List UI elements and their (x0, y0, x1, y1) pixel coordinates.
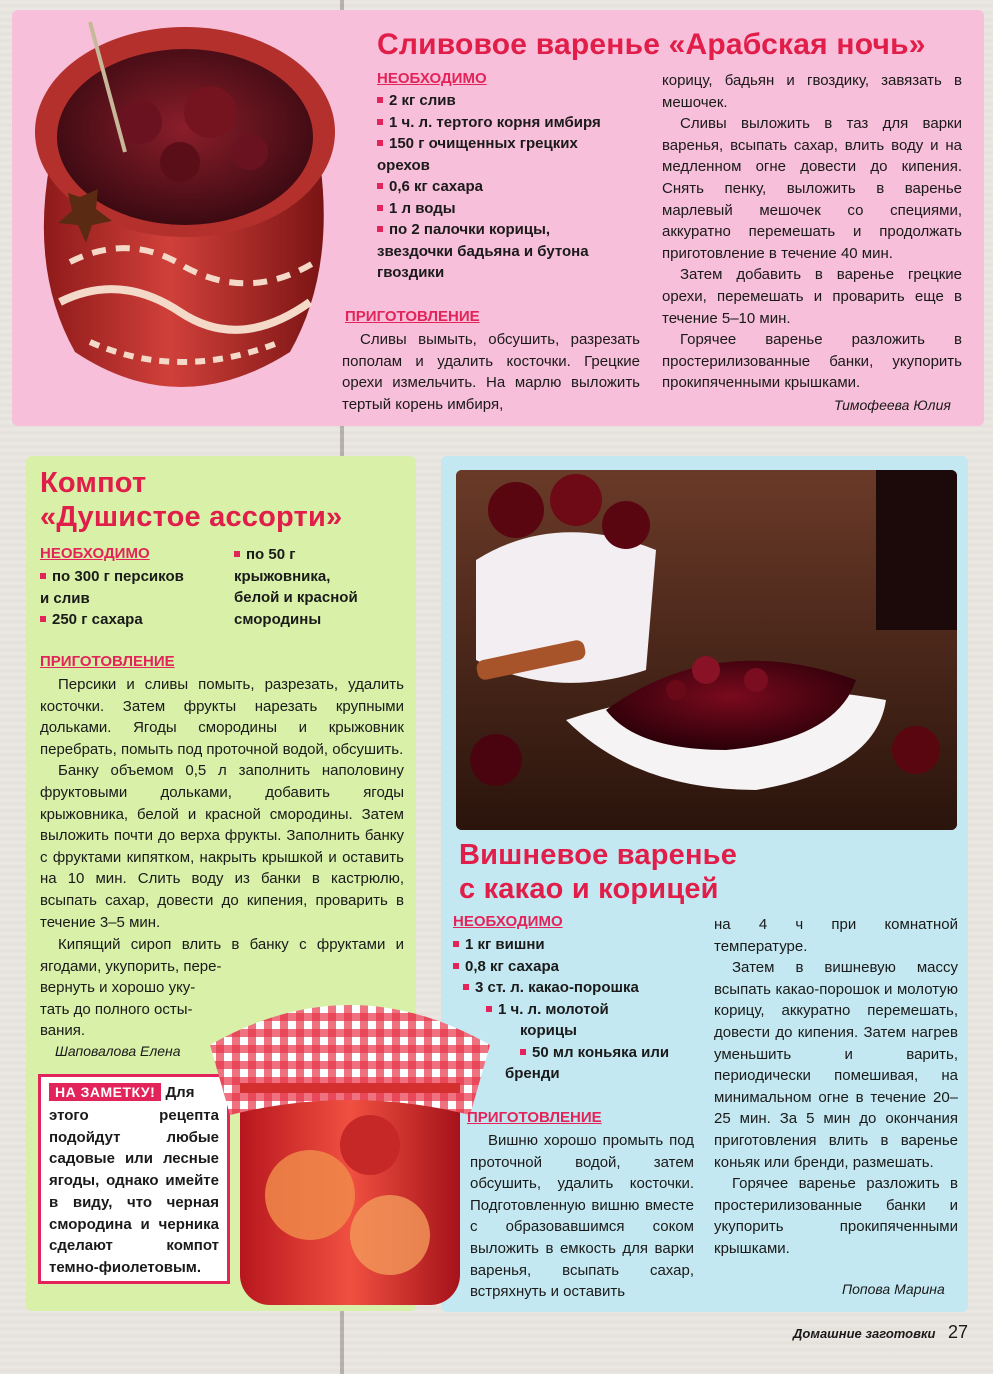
author-plum: Тимофеева Юлия (834, 397, 951, 413)
plum-jam-jar-photo (20, 12, 340, 417)
note-tag: НА ЗАМЕТКУ! (49, 1083, 161, 1101)
ingredient-item: по 2 палочки корицы, (377, 219, 647, 241)
ingredient-item: 1 л воды (377, 198, 647, 220)
author-cherry: Попова Марина (842, 1281, 945, 1297)
ingredient-item: орехов (377, 156, 430, 174)
paragraph: Вишню хорошо промыть под проточной водой, затем обсушить, удалить косточки. Подготовленную вишню вместе с образовавшимся соком выложить в емкость для варки варенья, всыпать сахар, встряхнуть и оставить (470, 1132, 694, 1301)
paragraph: вернуть и хорошо уку- (40, 979, 196, 996)
ingredient-item: бренди (505, 1065, 560, 1082)
magazine-brand: Домашние заготовки (793, 1326, 936, 1341)
ingredient-list-plum (377, 90, 647, 284)
ingredient-item: 1 ч. л. молотой (453, 999, 713, 1021)
title-line: с какао и корицей (459, 873, 719, 905)
ingredient-item: смородины (234, 610, 322, 628)
ingredient-item: 1 кг вишни (453, 934, 713, 956)
recipe-title-cherry (459, 838, 737, 906)
ingredient-item: и слив (40, 589, 90, 607)
preparation-text-cherry-col2 (714, 914, 958, 1260)
note-text: этого рецепта подойдут любые садовые или лесные ягоды, однако имейте в виду, что черная смородина и черника сделают компот темно-фиолетовым. (49, 1107, 219, 1276)
paragraph: корицу, бадьян и гвоздику, завязать в мешочек. (662, 72, 962, 111)
paragraph: Кипящий сироп влить в банку с фруктами и ягодами, укупорить, пере- (40, 936, 404, 975)
page-number: 27 (948, 1322, 969, 1342)
ingredient-item: корицы (520, 1022, 577, 1039)
ingredient-item: белой и красной (234, 589, 358, 606)
ingredient-item: гвоздики (377, 264, 445, 281)
paragraph: Банку объемом 0,5 л заполнить наполовину фруктовыми дольками, добавить ягоды крыжовника, белой и красной смородины. Затем выложить почти до верха фрукты. Заполнить банку с фруктами кипятком, накрыть крышкой и оставить на 10 мин. Слить воду из банки в кастрюлю, всыпать сахар, довести до кипения, проварить в течение 3–5 мин. (40, 762, 404, 931)
needed-label: НЕОБХОДИМО (453, 913, 563, 930)
cherry-jam-photo (456, 470, 957, 830)
preparation-text-compote (40, 674, 404, 933)
paragraph: Сливы выложить в таз для варки варенья, всыпать сахар, влить воду и на медленном огне довести до кипения. Снять пенку, выложить в варенье марлевый мешочек со специями, аккуратно перемешать и продолжать приготовление в течение 40 мин. (662, 115, 962, 262)
paragraph: Горячее варенье разложить в простерилизованные банки и укупорить прокипяченными крышками. (714, 1175, 958, 1257)
preparation-text-cherry-col1 (470, 1130, 694, 1303)
paragraph: на 4 ч при комнатной температуре. (714, 916, 958, 955)
ingredient-list-cherry (453, 934, 713, 1085)
ingredient-item: 250 г сахара (40, 609, 240, 631)
needed-label: НЕОБХОДИМО (377, 70, 487, 87)
recipe-title-plum: Сливовое варенье «Арабская ночь» (377, 28, 926, 61)
ingredient-item: 2 кг слив (377, 90, 647, 112)
ingredient-item: по 50 г (234, 544, 404, 566)
ingredient-item: крыжовника, (234, 567, 331, 585)
paragraph: Затем добавить в варенье грецкие орехи, перемешать и проварить еще в течение 5–10 мин. (662, 266, 962, 327)
ingredient-item: 0,6 кг сахара (377, 176, 647, 198)
paragraph: Сливы вымыть, обсушить, разрезать пополам и удалить косточки. Грецкие орехи измельчить. На марлю выложить тертый корень имбиря, (342, 331, 640, 413)
ingredient-list-compote-col2 (234, 544, 404, 630)
ingredient-item: 50 мл коньяка или (453, 1042, 713, 1064)
preparation-label: ПРИГОТОВЛЕНИЕ (467, 1109, 602, 1126)
ingredient-item: 3 ст. л. какао-порошка (453, 977, 713, 999)
author-compote: Шаповалова Елена (55, 1043, 181, 1059)
ingredient-item: 0,8 кг сахара (453, 956, 713, 978)
preparation-label: ПРИГОТОВЛЕНИЕ (345, 308, 480, 325)
ingredient-item: звездочки бадьяна и бутона (377, 242, 589, 260)
title-line: «Душистое ассорти» (40, 501, 343, 533)
paragraph: Персики и сливы помыть, разрезать, удалить косточки. Затем фрукты нарезать крупными дольками. Ягоды смородины и крыжовник перебрать, помыть под проточной водой, обсушить. (40, 676, 404, 758)
paragraph: вания. (40, 1022, 86, 1040)
needed-label: НЕОБХОДИМО (40, 545, 150, 562)
preparation-text-plum-col2 (662, 70, 962, 394)
note-lead: Для (165, 1084, 195, 1101)
ingredient-list-compote-col1 (40, 566, 240, 631)
title-line: Вишневое варенье (459, 839, 738, 871)
title-line: Компот (40, 467, 147, 499)
ingredient-item: по 300 г персиков (40, 566, 240, 588)
ingredient-item: 1 ч. л. тертого корня имбиря (377, 112, 647, 134)
preparation-text-plum-col1 (342, 329, 640, 415)
preparation-label: ПРИГОТОВЛЕНИЕ (40, 653, 175, 670)
paragraph: тать до полного осты- (40, 1000, 193, 1018)
paragraph: Горячее варенье разложить в простерилизованные банки, укупорить прокипяченными крышками. (662, 331, 962, 392)
ingredient-item: 150 г очищенных грецких (377, 133, 647, 155)
paragraph: Затем в вишневую массу всыпать какао-порошок и молотую корицу, аккуратно перемешать, довести до кипения. Затем нагрев уменьшить и варить, периодически помешивая, на минимальном огне в течение 20–25 мин. За 5 мин до окончания приготовления влить в варенье коньяк или бренди, размешать. (714, 959, 958, 1171)
recipe-title-compote (40, 466, 342, 534)
